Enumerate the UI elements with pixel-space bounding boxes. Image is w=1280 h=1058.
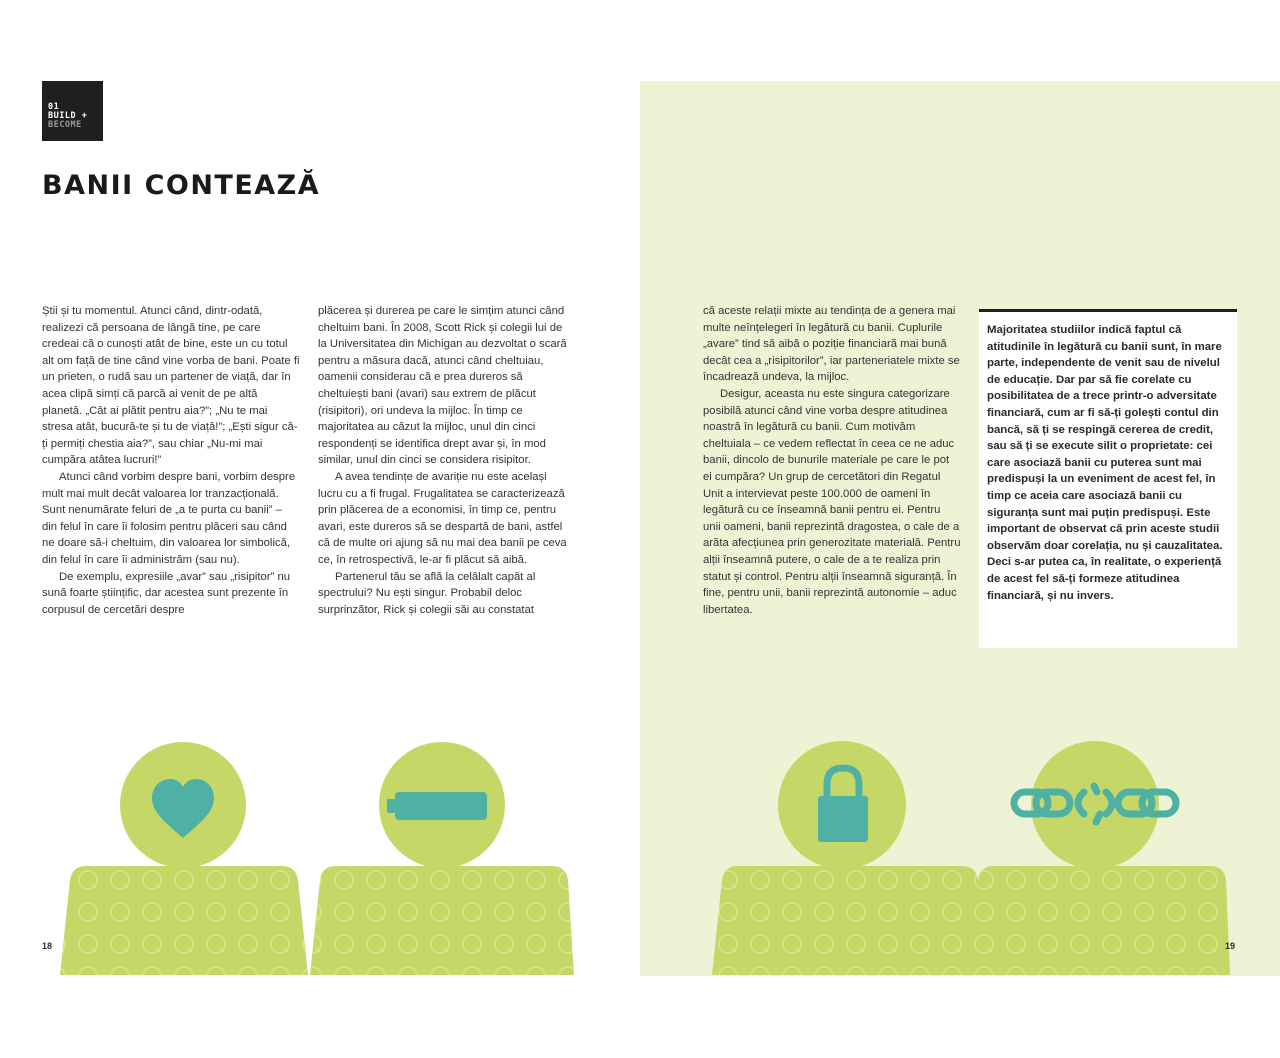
section-number: 01 [48, 102, 60, 112]
paragraph: că aceste relații mixte au tendința de a genera mai multe neînțelegeri în legătură cu banii. Cuplurile „avare” tind să aibă o poziție financiară mai bună decât cea a „risipitorilor”, iar parteneriatele mixte se încadrează undeva, la mijloc. [703, 305, 960, 384]
pull-quote-text: Majoritatea studiilor indică faptul că atitudinile în legătură cu banii sunt, în mare parte, independente de venit sau de nivelul de educație. Dar par să fie corelate cu posibilitatea de a trece printr-o adversitate financiară, cum ar fi să-ți golești contul din bancă, să ți se respingă cererea de credit, sau să ți se execute silit o proprietate: cei care asociază banii cu puterea sunt mai predispuși la un eveniment de acest fel, în timp ce aceia care asociază banii cu siguranța sunt mai puțin predispuși. Este important de observat că prin aceste studii observăm doar corelația, nu și cauzalitatea. Deci s-ar putea ca, în realitate, o experiență de acest fel să-ți formeze atitudinea financiară, și nu invers. [987, 324, 1223, 602]
chapter-title: BANII CONTEAZĂ [42, 170, 321, 201]
paragraph: De exemplu, expresiile „avar” sau „risipitor” nu sună foarte științific, dar acestea sunt prezente în corpusul de cercetări despre [42, 570, 291, 616]
page-number-left: 18 [42, 941, 53, 951]
person-figure-love [60, 742, 308, 975]
person-figure-autonomy [968, 741, 1230, 975]
person-figure-power [310, 742, 574, 975]
paragraph: A avea tendințe de avariție nu este același lucru cu a fi frugal. Frugalitatea se caracterizează prin plăcerea de a economisi, în timp ce, pentru avari, este dureros să se despartă de bani, astfel că de multe ori ajung să nu mai dea banii pe ceva ce, în retrospectivă, le-ar fi plăcut să aibă. [318, 470, 567, 566]
paragraph: Partenerul tău se află la celălalt capăt al spectrului? Nu ești singur. Probabil deloc surprinzător, Rick și colegii săi au constatat [318, 570, 536, 616]
page-number-right: 19 [1225, 941, 1236, 951]
section-name-line2: BECOME [48, 120, 82, 130]
paragraph: plăcerea și durerea pe care le simțim atunci când cheltuim bani. În 2008, Scott Rick și colegii lui de la Universitatea din Michigan au dezvoltat o scară pentru a măsura dacă, atunci când cheltuiau, oamenii considerau că e prea dureros să cheltuiești bani (avari) sau extrem de plăcut (risipitori), ori undeva la mijloc. În timp ce majoritatea au căzut la mijloc, unul din cinci respondenți se identifica drept avar și, în mod similar, unul din cinci se considera risipitor. [318, 305, 567, 467]
paragraph: Desigur, aceasta nu este singura categorizare posibilă atunci când vine vorba despre atitudinea noastră în legătură cu banii. Cum motivăm cheltuiala – ce vedem reflectat în ceea ce ne aduc banii, dincolo de bunurile materiale pe care le pot ei cumpăra? Un grup de cercetători din Regatul Unit a intervievat peste 100.000 de oameni în legătură cu ce înseamnă banii pentru ei. Pentru unii oameni, banii reprezintă dragostea, o cale de a arăta afecțiunea prin generozitate materială. Pentru alții înseamnă putere, o cale de a te realiza prin statut și control. Pentru alții înseamnă siguranță. În fine, pentru unii, banii reprezintă autonomie – aduc libertatea. [703, 387, 961, 616]
section-name-line1: BUILD + [48, 111, 88, 121]
battery-icon [387, 792, 487, 820]
paragraph: Știi și tu momentul. Atunci când, dintr-odată, realizezi că persoana de lângă tine, pe care credeai că o cunoști atât de bine, este un cu totul alt om față de tine când vine vorba de bani. Poate fi un prieten, o rudă sau un partener de viață, dar în acea clipă simți că parcă ai venit de pe altă planetă. „Cât ai plătit pentru aia?”; „Nu te mai stresa atât, bucură-te și tu de viață!”; „Ești sigur că-ți permiți chestia aia?”, sau chiar „Nu-mi mai cumpăra atâtea lucruri!” [42, 305, 300, 467]
person-figure-security [712, 741, 986, 975]
paragraph: Atunci când vorbim despre bani, vorbim despre mult mai mult decât valoarea lor tranzacțională. Sunt nenumărate feluri de „a te purta cu banii” – din felul în care îi folosim pentru plăceri sau când ne doare să-i cheltuim, din valoarea lor simbolică, din felul în care îi administrăm (sau nu). [42, 470, 296, 566]
